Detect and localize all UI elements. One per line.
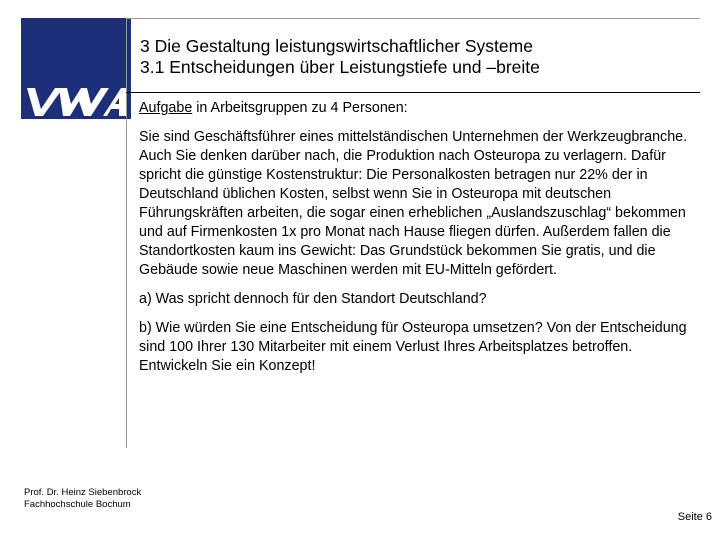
footer-author-block xyxy=(24,487,141,510)
page-number: Seite 6 xyxy=(677,511,712,523)
task-label: Aufgabe xyxy=(139,100,193,116)
question-a: a) Was spricht dennoch für den Standort Deutschland? xyxy=(139,291,487,307)
task-line xyxy=(139,99,704,118)
footer-author: Prof. Dr. Heinz Siebenbrock xyxy=(24,487,142,498)
slide-content xyxy=(139,99,704,386)
top-rule xyxy=(126,18,700,19)
vertical-rule xyxy=(126,18,127,448)
vwa-logo-mark xyxy=(21,18,131,119)
title-line-1: 3 Die Gestaltung leistungswirtschaftlicher Systeme xyxy=(140,36,533,56)
vwa-logo xyxy=(21,18,131,119)
task-text: in Arbeitsgruppen zu 4 Personen: xyxy=(192,100,408,116)
slide-title xyxy=(140,36,540,78)
question-b: b) Wie würden Sie eine Entscheidung für Osteuropa umsetzen? Von der Entscheidung sind 100 Ihrer 130 Mitarbeiter mit einem Verlust Ihres Arbeitsplatzes betroffen. Entwickeln Sie ein Konzept! xyxy=(139,320,687,374)
title-line-2: 3.1 Entscheidungen über Leistungstiefe und –breite xyxy=(140,57,540,77)
footer-institution: Fachhochschule Bochum xyxy=(24,498,131,510)
header-rule xyxy=(126,92,700,93)
intro-paragraph: Sie sind Geschäftsführer eines mittelständischen Unternehmen der Werkzeugbranche. Auch Sie denken darüber nach, die Produktion nach Osteuropa zu verlagern. Dafür spricht die günstige Kostenstruktur: Die Personalkosten betragen nur 22% der in Deutschland üblichen Kosten, selbst wenn Sie in Osteuropa mit deutschen Führungskräften arbeiten, die sogar einen erheblichen „Auslandszuschlag“ bekommen und auf Firmenkosten 1x pro Monat nach Hause fliegen dürfen. Außerdem fallen die Standortkosten kaum ins Gewicht: Das Grundstück bekommen Sie gratis, und die Gebäude sowie neue Maschinen werden mit EU-Mitteln gefördert. xyxy=(139,129,688,278)
